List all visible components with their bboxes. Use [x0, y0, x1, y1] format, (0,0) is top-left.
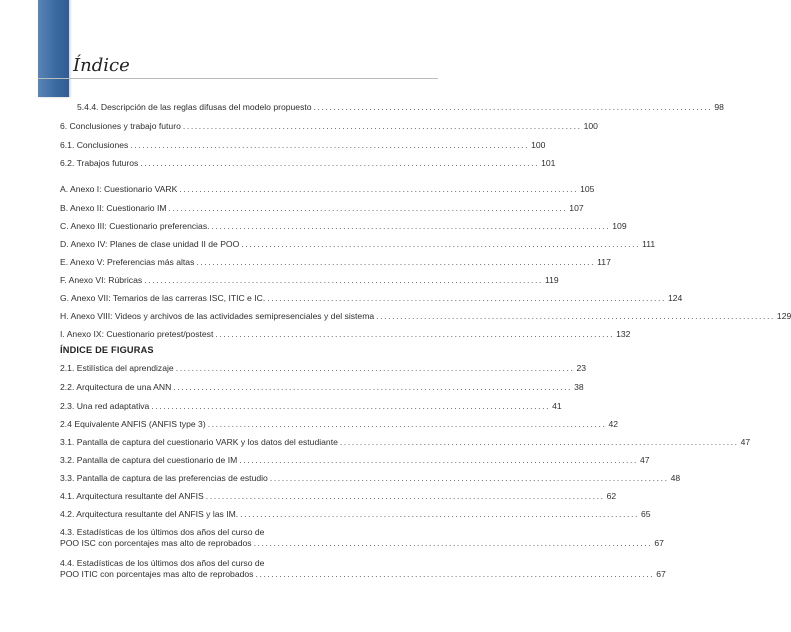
annex-entry-page: 119 — [544, 275, 559, 285]
annex-entry-text: B. Anexo II: Cuestionario IM — [60, 203, 167, 213]
toc-entry[interactable] — [60, 140, 546, 151]
toc-entry-text: 5.4.4. Descripción de las reglas difusas del modelo propuesto — [77, 102, 312, 112]
leader-dots: .................................................................................................... — [267, 293, 666, 303]
figure-entry[interactable] — [60, 363, 587, 374]
leader-dots: .................................................................................................... — [211, 221, 611, 231]
toc-entry[interactable] — [60, 121, 598, 132]
figure-entry-text-line2: POO ISC con porcentajes mas alto de reprobados — [60, 538, 252, 548]
annex-entry[interactable] — [60, 275, 559, 286]
figure-entry-text: 2.3. Una red adaptativa — [60, 401, 150, 411]
figure-entry-text: 3.3. Pantalla de captura de las preferencias de estudio — [60, 473, 268, 483]
annex-entry-page: 117 — [597, 257, 611, 267]
leader-dots: .................................................................................................... — [240, 509, 639, 519]
leader-dots: .................................................................................................... — [205, 491, 605, 501]
leader-dots: .................................................................................................... — [196, 257, 596, 267]
figure-entry-page: 42 — [608, 419, 619, 429]
page-title: Índice — [73, 55, 130, 76]
figure-entry-text: 2.2. Arquitectura de una ANN — [60, 382, 172, 392]
annex-entry[interactable] — [60, 184, 595, 195]
figure-entry[interactable] — [60, 419, 619, 430]
leader-dots: .................................................................................................... — [168, 203, 568, 213]
annex-entry[interactable] — [60, 239, 656, 250]
figure-entry-text-line2: POO ITIC con porcentajes mas alto de reprobados — [60, 569, 254, 579]
leader-dots: .................................................................................................... — [339, 437, 739, 447]
figure-entry[interactable] — [60, 401, 562, 412]
figure-entry[interactable] — [60, 455, 650, 466]
annex-entry-page: 107 — [569, 203, 584, 213]
figure-entry-text: 2.1. Estilística del aprendizaje — [60, 363, 174, 373]
figure-entry-multiline[interactable] — [60, 527, 664, 549]
leader-dots: .................................................................................................... — [313, 102, 713, 112]
leader-dots: .................................................................................................... — [269, 473, 669, 483]
toc-entry-page: 100 — [583, 121, 598, 131]
figures-index-heading: ÍNDICE DE FIGURAS — [60, 345, 154, 355]
figure-entry-page: 62 — [606, 491, 617, 501]
figure-entry[interactable] — [60, 509, 651, 520]
figure-entry-page: 38 — [574, 382, 584, 392]
annex-entry-text: C. Anexo III: Cuestionario preferencias. — [60, 221, 210, 231]
leader-dots: .................................................................................................... — [130, 140, 530, 150]
tab-edge-decoration — [69, 0, 72, 97]
leader-dots: .................................................................................................... — [175, 363, 575, 373]
figure-entry-page: 65 — [640, 509, 651, 519]
leader-dots: .................................................................................................... — [253, 538, 653, 548]
title-divider — [38, 78, 438, 79]
annex-entry[interactable] — [60, 311, 791, 322]
leader-dots: .................................................................................................... — [151, 401, 551, 411]
figure-entry-text-line1: 4.4. Estadísticas de los últimos dos años del curso de — [60, 558, 265, 568]
annex-entry-page: 105 — [580, 184, 595, 194]
figure-entry[interactable] — [60, 382, 584, 393]
figure-entry-page: 67 — [654, 538, 664, 548]
figure-entry-multiline[interactable] — [60, 558, 666, 580]
annex-entry[interactable] — [60, 203, 584, 214]
annex-entry-page: 132 — [616, 329, 631, 339]
leader-dots: .................................................................................................... — [179, 184, 579, 194]
toc-entry-page: 100 — [531, 140, 546, 150]
leader-dots: .................................................................................................... — [215, 329, 615, 339]
figure-entry-text: 2.4 Equivalente ANFIS (ANFIS type 3) — [60, 419, 206, 429]
figure-entry-text: 3.1. Pantalla de captura del cuestionario VARK y los datos del estudiante — [60, 437, 338, 447]
toc-entry-page: 101 — [541, 158, 556, 168]
leader-dots: .................................................................................................... — [144, 275, 543, 285]
annex-entry[interactable] — [60, 221, 627, 232]
annex-entry-text: D. Anexo IV: Planes de clase unidad II de POO — [60, 239, 240, 249]
figure-entry[interactable] — [60, 473, 681, 484]
annex-entry-page: 111 — [642, 239, 656, 249]
leader-dots: .................................................................................................... — [255, 569, 655, 579]
annex-entry-text: H. Anexo VIII: Videos y archivos de las actividades semipresenciales y del sistema — [60, 311, 375, 321]
toc-entry[interactable] — [60, 158, 556, 169]
leader-dots: .................................................................................................... — [182, 121, 582, 131]
figure-entry-page: 47 — [740, 437, 751, 447]
annex-entry[interactable] — [60, 329, 631, 340]
toc-entry[interactable] — [77, 102, 724, 113]
chapter-tab-marker — [38, 0, 69, 97]
annex-entry-text: I. Anexo IX: Cuestionario pretest/postest — [60, 329, 214, 339]
annex-entry-text: F. Anexo VI: Rúbricas — [60, 275, 143, 285]
figure-entry-page: 48 — [670, 473, 681, 483]
leader-dots: .................................................................................................... — [173, 382, 573, 392]
figure-entry-page: 47 — [640, 455, 650, 465]
annex-entry-text: E. Anexo V: Preferencias más altas — [60, 257, 195, 267]
leader-dots: .................................................................................................... — [207, 419, 607, 429]
annex-entry-page: 109 — [612, 221, 627, 231]
leader-dots: .................................................................................................... — [140, 158, 540, 168]
leader-dots: .................................................................................................... — [239, 455, 639, 465]
annex-entry[interactable] — [60, 257, 611, 268]
figure-entry-page: 23 — [576, 363, 587, 373]
annex-entry-text: A. Anexo I: Cuestionario VARK — [60, 184, 178, 194]
annex-entry-page: 129 — [776, 311, 791, 321]
figure-entry[interactable] — [60, 491, 617, 502]
toc-entry-text: 6.1. Conclusiones — [60, 140, 129, 150]
figure-entry-text: 3.2. Pantalla de captura del cuestionario de IM — [60, 455, 238, 465]
figure-entry-page: 67 — [656, 569, 666, 579]
annex-entry-text: G. Anexo VII: Temarios de las carreras ISC, ITIC e IC. — [60, 293, 266, 303]
figure-entry-text: 4.2. Arquitectura resultante del ANFIS y las IM. — [60, 509, 239, 519]
toc-entry-text: 6.2. Trabajos futuros — [60, 158, 139, 168]
toc-entry-page: 98 — [714, 102, 724, 112]
leader-dots: .................................................................................................... — [241, 239, 641, 249]
figure-entry-text: 4.1. Arquitectura resultante del ANFIS — [60, 491, 204, 501]
annex-entry-page: 124 — [667, 293, 683, 303]
figure-entry-page: 41 — [552, 401, 562, 411]
toc-entry-text: 6. Conclusiones y trabajo futuro — [60, 121, 181, 131]
annex-entry[interactable] — [60, 293, 683, 304]
figure-entry-text-line1: 4.3. Estadísticas de los últimos dos años del curso de — [60, 527, 265, 537]
leader-dots: .................................................................................................... — [376, 311, 775, 321]
figure-entry[interactable] — [60, 437, 751, 448]
